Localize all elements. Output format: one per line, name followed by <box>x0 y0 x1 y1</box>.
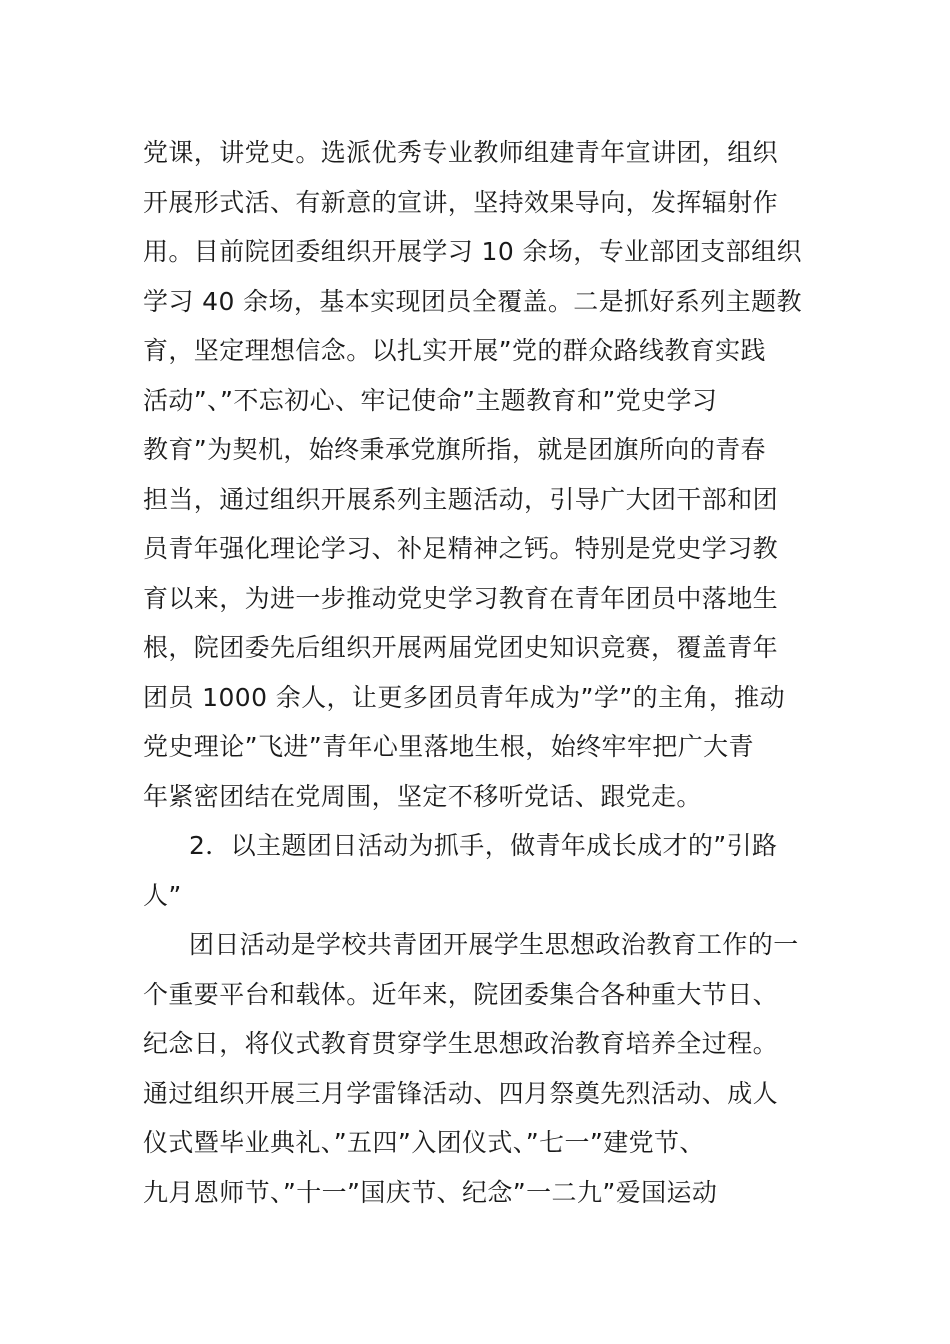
text-line: 通过组织开展三月学雷锋活动、四月祭奠先烈活动、成人 <box>143 1078 779 1108</box>
text-line: 纪念日，将仪式教育贯穿学生思想政治教育培养全过程。 <box>143 1029 779 1058</box>
paragraph-start: 团日活动是学校共青团开展学生思想政治教育工作的一 <box>189 930 799 959</box>
section-heading-continuation: 人” <box>143 880 182 910</box>
text-line: 九月恩师节、”十一”国庆节、纪念”一二九”爱国运动 <box>143 1177 718 1207</box>
text-line: 教育”为契机，始终秉承党旗所指，就是团旗所向的青春 <box>143 435 766 464</box>
text-line: 开展形式活、有新意的宣讲，坚持效果导向，发挥辐射作 <box>143 187 779 217</box>
text-line: 用。目前院团委组织开展学习 10 余场，专业部团支部组织 <box>143 237 802 266</box>
text-line: 活动”、”不忘初心、牢记使命”主题教育和”党史学习 <box>143 385 718 415</box>
text-line: 担当，通过组织开展系列主题活动，引导广大团干部和团 <box>143 484 779 514</box>
text-line: 党史理论”飞进”青年心里落地生根，始终牢牢把广大青 <box>143 732 754 761</box>
text-line: 育以来，为进一步推动党史学习教育在青年团员中落地生 <box>143 583 779 613</box>
text-line: 年紧密团结在党周围，坚定不移听党话、跟党走。 <box>143 781 702 811</box>
document-body <box>143 128 809 1217</box>
text-line: 员青年强化理论学习、补足精神之钙。特别是党史学习教 <box>143 534 779 563</box>
section-heading: 2．以主题团日活动为抓手，做青年成长成才的”引路 <box>189 831 778 860</box>
text-line: 党课，讲党史。选派优秀专业教师组建青年宣讲团，组织 <box>143 138 779 167</box>
text-line: 根，院团委先后组织开展两届党团史知识竞赛，覆盖青年 <box>143 633 779 662</box>
text-line: 团员 1000 余人，让更多团员青年成为”学”的主角，推动 <box>143 682 786 712</box>
text-line: 学习 40 余场，基本实现团员全覆盖。二是抓好系列主题教 <box>143 286 802 316</box>
text-line: 育，坚定理想信念。以扎实开展”党的群众路线教育实践 <box>143 336 766 365</box>
text-line: 仪式暨毕业典礼、”五四”入团仪式、”七一”建党节、 <box>143 1128 705 1157</box>
text-line: 个重要平台和载体。近年来，院团委集合各种重大节日、 <box>143 979 779 1009</box>
